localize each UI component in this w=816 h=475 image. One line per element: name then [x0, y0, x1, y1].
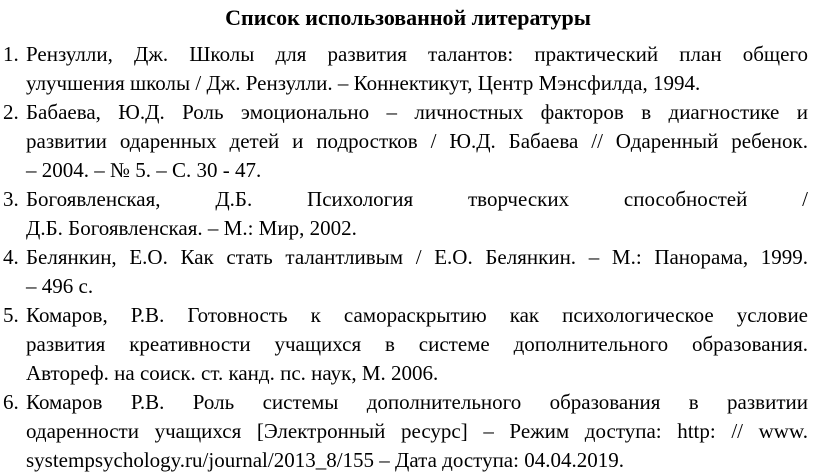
reference-number: 3.	[3, 187, 19, 211]
reference-list	[0, 40, 816, 475]
reference-line: Богоявленская, Д.Б. Психология творческих способностей /	[26, 187, 808, 211]
reference-line: Автореф. на соиск. ст. канд. пс. наук, М. 2006.	[26, 361, 439, 385]
reference-number: 1.	[3, 42, 19, 66]
reference-text	[26, 40, 808, 98]
reference-line: Комаров Р.В. Роль системы дополнительного образования в развитии	[26, 390, 808, 414]
reference-line: улучшения школы / Дж. Рензулли. – Коннектикут, Центр Мэнсфилда, 1994.	[26, 71, 701, 95]
reference-text	[26, 243, 808, 301]
reference-line: – 496 с.	[26, 274, 94, 298]
reference-item-3	[0, 185, 816, 243]
reference-item-5	[0, 301, 816, 388]
reference-text	[26, 301, 808, 388]
reference-number: 6.	[3, 390, 19, 414]
reference-line: Д.Б. Богоявленская. – М.: Мир, 2002.	[26, 216, 357, 240]
reference-text	[26, 388, 808, 475]
reference-number: 5.	[3, 303, 19, 327]
reference-line: systempsychology.ru/journal/2013_8/155 – Дата доступа: 04.04.2019.	[26, 448, 624, 472]
page-title: Список использованной литературы	[225, 5, 591, 30]
reference-line: Комаров, Р.В. Готовность к самораскрытию как психологическое условие	[26, 303, 808, 327]
reference-item-1	[0, 40, 816, 98]
reference-line: одаренности учащихся [Электронный ресурс] – Режим доступа: http: // www.	[26, 419, 808, 443]
reference-line: – 2004. – № 5. – С. 30 - 47.	[26, 158, 262, 182]
reference-line: Белянкин, Е.О. Как стать талантливым / Е.О. Белянкин. – М.: Панорама, 1999.	[26, 245, 808, 269]
reference-line: развития креативности учащихся в системе дополнительного образования.	[26, 332, 808, 356]
reference-text	[26, 185, 808, 243]
reference-line: развитии одаренных детей и подростков / Ю.Д. Бабаева // Одаренный ребенок.	[26, 129, 808, 153]
reference-number: 4.	[3, 245, 19, 269]
reference-item-2	[0, 98, 816, 185]
reference-line: Рензулли, Дж. Школы для развития талантов: практический план общего	[26, 42, 808, 66]
reference-text	[26, 98, 808, 185]
reference-number: 2.	[3, 100, 19, 124]
reference-item-4	[0, 243, 816, 301]
reference-line: Бабаева, Ю.Д. Роль эмоционально – личностных факторов в диагностике и	[26, 100, 808, 124]
reference-item-6	[0, 388, 816, 475]
